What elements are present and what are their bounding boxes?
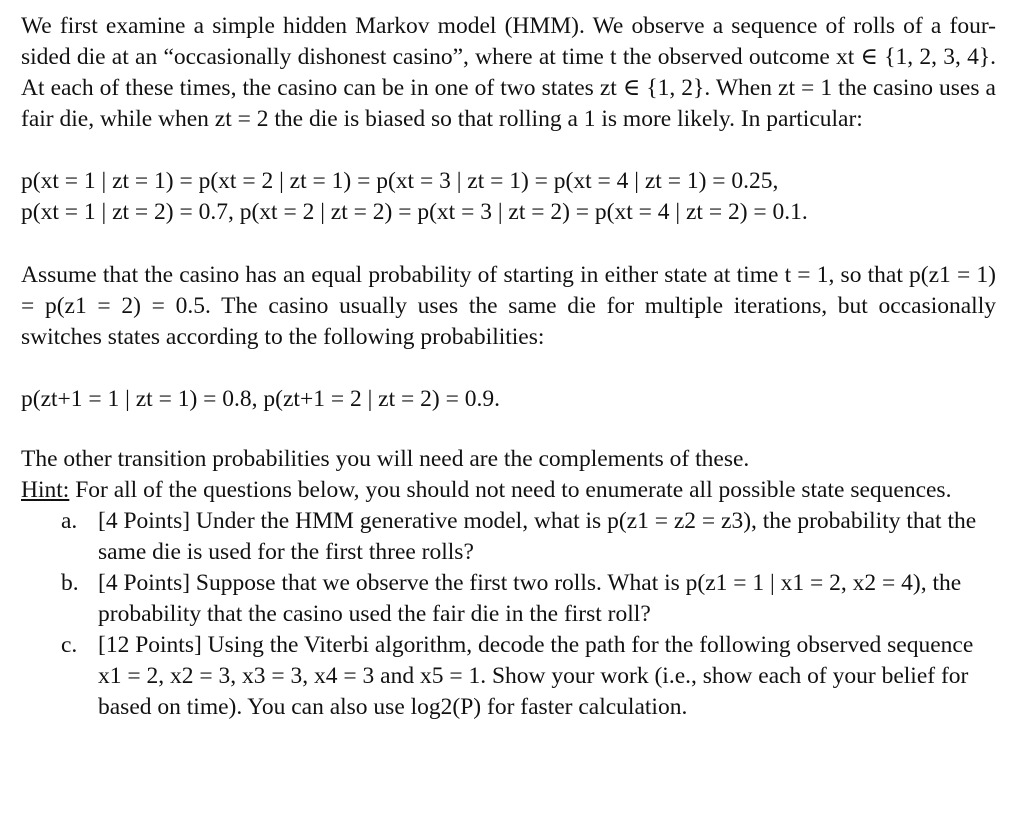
emission-line-fair: p(xt = 1 | zt = 1) = p(xt = 2 | zt = 1) = p(xt = 3 | zt = 1) = p(xt = 4 | zt = 1) = 0.25, xyxy=(21,168,779,194)
question-marker: c. xyxy=(61,632,78,658)
question-marker: a. xyxy=(61,508,78,534)
transition-probabilities: p(zt+1 = 1 | zt = 1) = 0.8, p(zt+1 = 2 | zt = 2) = 0.9. xyxy=(21,386,500,412)
question-text: [4 Points] Suppose that we observe the first two rolls. What is p(z1 = 1 | x1 = 2, x2 = 4), the probability that the casino used the fair die in the first roll? xyxy=(98,570,962,627)
question-list xyxy=(21,506,996,723)
emission-line-biased: p(xt = 1 | zt = 2) = 0.7, p(xt = 2 | zt = 2) = p(xt = 3 | zt = 2) = p(xt = 4 | zt = 2) = 0.1. xyxy=(21,199,808,225)
question-text: [12 Points] Using the Viterbi algorithm, decode the path for the following observed sequence x1 = 2, x2 = 3, x3 = 3, x4 = 3 and x5 = 1. Show your work (i.e., show each of your belief for based on time). You can also use log2(P) for faster calculation. xyxy=(98,632,974,720)
hint-paragraph xyxy=(21,475,996,506)
question-c xyxy=(21,630,996,723)
emission-probabilities xyxy=(21,166,996,228)
intro-paragraph: We first examine a simple hidden Markov model (HMM). We observe a sequence of rolls of a four-sided die at an “occasionally dishonest casino”, where at time t the observed outcome xt ∈ {1, 2, 3, 4}. At each of these times, the casino can be in one of two states zt ∈ {1, 2}. When zt = 1 the casino uses a fair die, while when zt = 2 the die is biased so that rolling a 1 is more likely. In particular: xyxy=(21,13,996,132)
question-marker: b. xyxy=(61,570,79,596)
hint-text: For all of the questions below, you should not need to enumerate all possible state sequences. xyxy=(69,477,952,503)
complements-note: The other transition probabilities you will need are the complements of these. xyxy=(21,446,750,472)
hint-label: Hint: xyxy=(21,477,70,503)
question-a xyxy=(21,506,996,568)
initial-state-paragraph: Assume that the casino has an equal probability of starting in either state at time t = 1, so that p(z1 = 1) = p(z1 = 2) = 0.5. The casino usually uses the same die for multiple iterations, but occasionally switches states according to the following probabilities: xyxy=(21,262,996,350)
question-text: [4 Points] Under the HMM generative model, what is p(z1 = z2 = z3), the probability that the same die is used for the first three rolls? xyxy=(98,508,977,565)
question-b xyxy=(21,568,996,630)
